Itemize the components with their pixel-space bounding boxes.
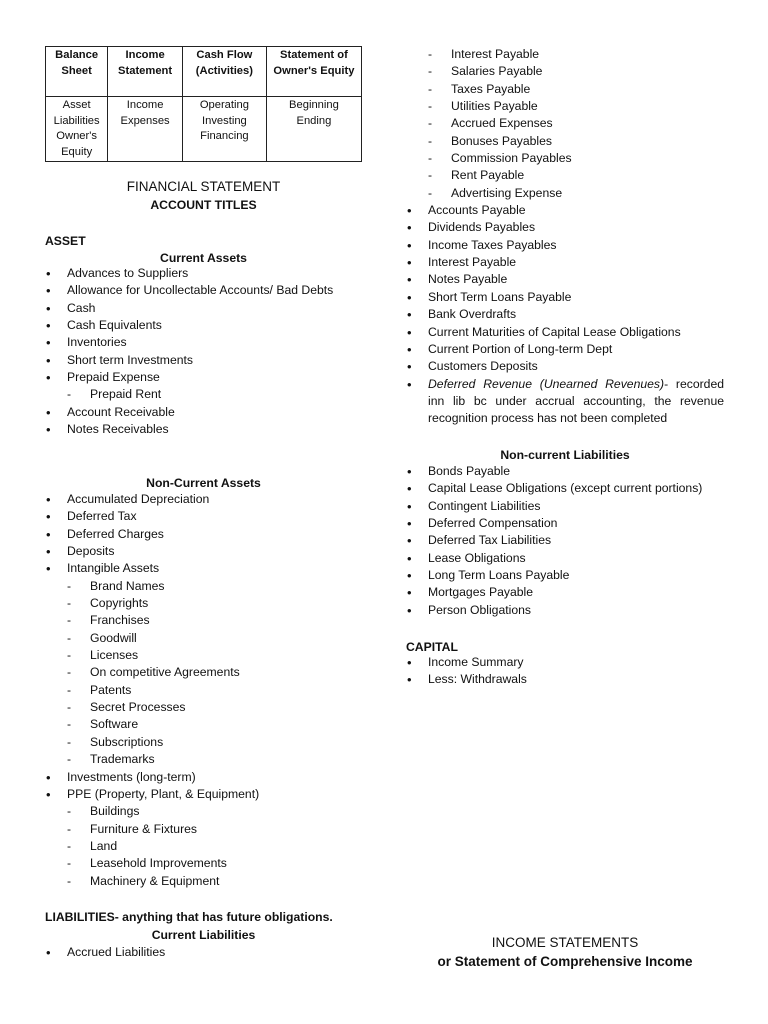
list-item: • Notes Payable (406, 271, 724, 288)
sub-list-item: - Rent Payable (406, 167, 724, 184)
sub-list-item: - On competitive Agreements (45, 664, 380, 681)
sub-list-item: - Furniture & Fixtures (45, 821, 380, 838)
sub-list-item: - Utilities Payable (406, 98, 724, 115)
list-item: • Allowance for Uncollectable Accounts/ Bad Debts (45, 282, 380, 299)
list-item: • Deferred Tax (45, 508, 380, 525)
list-item: • Lease Obligations (406, 550, 724, 567)
sub-list-item: - Machinery & Equipment (45, 873, 380, 890)
table-header: Statement of Owner's Equity (266, 47, 361, 97)
list-item: • Accounts Payable (406, 202, 724, 219)
noncurrent-liabilities-list (406, 463, 724, 619)
capital-heading: CAPITAL (406, 640, 458, 654)
noncurrent-assets-heading: Non-Current Assets (146, 476, 261, 490)
list-item: • Notes Receivables (45, 421, 380, 438)
list-item: • Contingent Liabilities (406, 498, 724, 515)
sub-list-item: - Advertising Expense (406, 185, 724, 202)
table-cell: Beginning Ending (266, 97, 361, 162)
table-row (46, 97, 362, 162)
sub-list-item: - Accrued Expenses (406, 115, 724, 132)
sub-list-item: - Bonuses Payables (406, 133, 724, 150)
table-cell: Asset Liabilities Owner's Equity (46, 97, 108, 162)
list-item: • Advances to Suppliers (45, 265, 380, 282)
list-item: • Person Obligations (406, 602, 724, 619)
current-assets-list (45, 265, 380, 438)
list-item: • PPE (Property, Plant, & Equipment) (45, 786, 380, 803)
document-title: FINANCIAL STATEMENT (126, 179, 281, 194)
list-item: • Income Summary (406, 654, 724, 671)
sub-list-item: - Franchises (45, 612, 380, 629)
current-assets-heading: Current Assets (160, 251, 247, 265)
sub-list-item: - Leasehold Improvements (45, 855, 380, 872)
sub-list-item: - Copyrights (45, 595, 380, 612)
table-header-row (46, 47, 362, 97)
sub-list-item: - Brand Names (45, 578, 380, 595)
table-header: Cash Flow (Activities) (182, 47, 266, 97)
list-item: • Cash (45, 300, 380, 317)
list-item: • Interest Payable (406, 254, 724, 271)
sub-list-item: - Commission Payables (406, 150, 724, 167)
noncurrent-assets-list (45, 491, 380, 890)
current-liabilities-list (406, 46, 724, 428)
sub-list-item: - Licenses (45, 647, 380, 664)
table-header: Balance Sheet (46, 47, 108, 97)
list-item: • Accumulated Depreciation (45, 491, 380, 508)
sub-list-item: - Software (45, 716, 380, 733)
sub-list-item: - Interest Payable (406, 46, 724, 63)
list-item: • Prepaid Expense (45, 369, 380, 386)
asset-heading: ASSET (45, 234, 86, 248)
list-item: • Intangible Assets (45, 560, 380, 577)
deferred-revenue-term: Deferred Revenue (Unearned Revenues) (428, 376, 665, 391)
list-item: • Short term Investments (45, 352, 380, 369)
income-statement-subtitle: or Statement of Comprehensive Income (437, 954, 693, 969)
list-item: • Dividends Payables (406, 219, 724, 236)
list-item: • Current Maturities of Capital Lease Obligations (406, 324, 724, 341)
table-cell: Operating Investing Financing (182, 97, 266, 162)
list-item-deferred-revenue (406, 376, 724, 428)
statement-summary-table (45, 46, 362, 162)
capital-list (406, 654, 724, 689)
list-item: • Short Term Loans Payable (406, 289, 724, 306)
sub-list-item: - Salaries Payable (406, 63, 724, 80)
list-item: • Inventories (45, 334, 380, 351)
list-item: • Mortgages Payable (406, 584, 724, 601)
sub-list-item: - Prepaid Rent (45, 386, 380, 403)
table-header: Income Statement (108, 47, 183, 97)
sub-list-item: - Buildings (45, 803, 380, 820)
income-statement-title: INCOME STATEMENTS (491, 935, 639, 950)
list-item: • Deferred Compensation (406, 515, 724, 532)
sub-list-item: - Trademarks (45, 751, 380, 768)
list-item: • Account Receivable (45, 404, 380, 421)
list-item: • Deferred Tax Liabilities (406, 532, 724, 549)
list-item: • Less: Withdrawals (406, 671, 724, 688)
list-item: • Current Portion of Long-term Dept (406, 341, 724, 358)
sub-list-item: - Land (45, 838, 380, 855)
deferred-revenue-description: - recorded inn lib bc under accrual accounting, the revenue recognition process has not been completed (428, 376, 724, 426)
list-item: • Cash Equivalents (45, 317, 380, 334)
list-item: • Income Taxes Payables (406, 237, 724, 254)
list-item: • Deposits (45, 543, 380, 560)
sub-list-item: - Taxes Payable (406, 81, 724, 98)
document-subtitle: ACCOUNT TITLES (150, 198, 257, 212)
liabilities-heading: LIABILITIES- anything that has future obligations. (45, 910, 333, 924)
sub-list-item: - Secret Processes (45, 699, 380, 716)
list-item: • Customers Deposits (406, 358, 724, 375)
table-cell: Income Expenses (108, 97, 183, 162)
list-item: • Investments (long-term) (45, 769, 380, 786)
list-item: • Deferred Charges (45, 526, 380, 543)
current-liabilities-list-start (45, 944, 380, 961)
noncurrent-liabilities-heading: Non-current Liabilities (500, 448, 630, 462)
sub-list-item: - Goodwill (45, 630, 380, 647)
list-item: • Long Term Loans Payable (406, 567, 724, 584)
list-item: • Capital Lease Obligations (except current portions) (406, 480, 724, 497)
list-item: • Accrued Liabilities (45, 944, 380, 961)
sub-list-item: - Subscriptions (45, 734, 380, 751)
sub-list-item: - Patents (45, 682, 380, 699)
list-item: • Bonds Payable (406, 463, 724, 480)
current-liabilities-heading: Current Liabilities (151, 928, 256, 942)
list-item: • Bank Overdrafts (406, 306, 724, 323)
